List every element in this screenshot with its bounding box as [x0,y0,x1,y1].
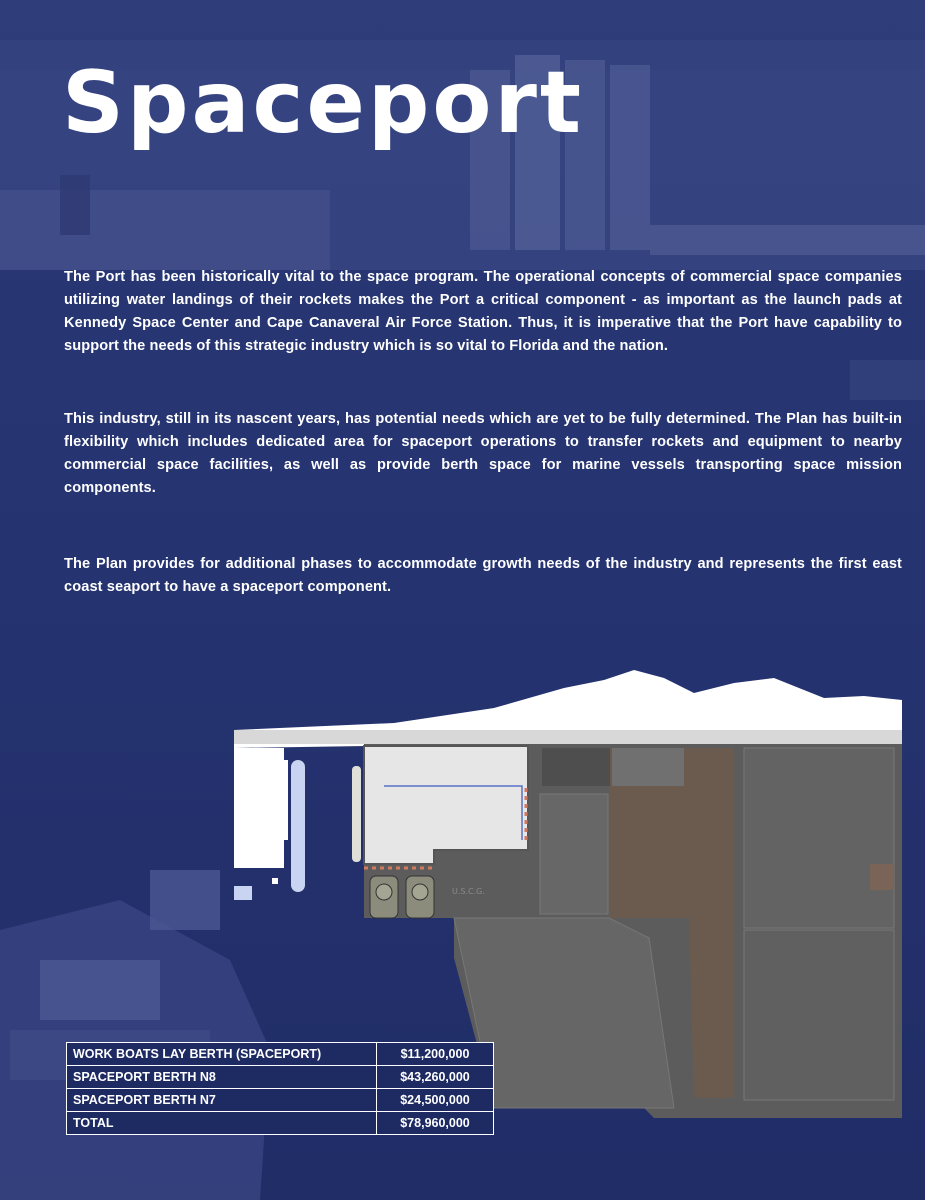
table-row [67,1043,494,1066]
plan-paragraph: The Plan provides for additional phases to accommodate growth needs of the industry and represents the first east coast seaport to have a spaceport component. [64,556,902,595]
table-row [67,1066,494,1089]
cost-item: SPACEPORT BERTH N7 [67,1089,377,1112]
total-value: $78,960,000 [377,1112,494,1135]
industry-paragraph: This industry, still in its nascent years, has potential needs which are yet to be fully determined. The Plan has built-in flexibility which includes dedicated area for spaceport operations to transfer rockets and equipment to nearby commercial space facilities, as well as provide berth space for marine vessels transporting space mission components. [64,411,902,496]
cost-item: WORK BOATS LAY BERTH (SPACEPORT) [67,1043,377,1066]
page-title: Spaceport [62,53,585,153]
cost-value: $43,260,000 [377,1066,494,1089]
uscg-label: U.S.C.G. [452,887,485,896]
cost-item: SPACEPORT BERTH N8 [67,1066,377,1089]
table-row [67,1089,494,1112]
intro-paragraph: The Port has been historically vital to the space program. The operational concepts of commercial space companies utilizing water landings of their rockets makes the Port a critical component - as important as the launch pads at Kennedy Space Center and Cape Canaveral Air Force Station. Thus, it is imperative that the Port have capability to support the needs of this strategic industry which is so vital to Florida and the nation. [64,269,902,354]
table-row-total [67,1112,494,1135]
cost-value: $24,500,000 [377,1089,494,1112]
cost-table [66,1042,494,1135]
cost-value: $11,200,000 [377,1043,494,1066]
total-label: TOTAL [67,1112,377,1135]
